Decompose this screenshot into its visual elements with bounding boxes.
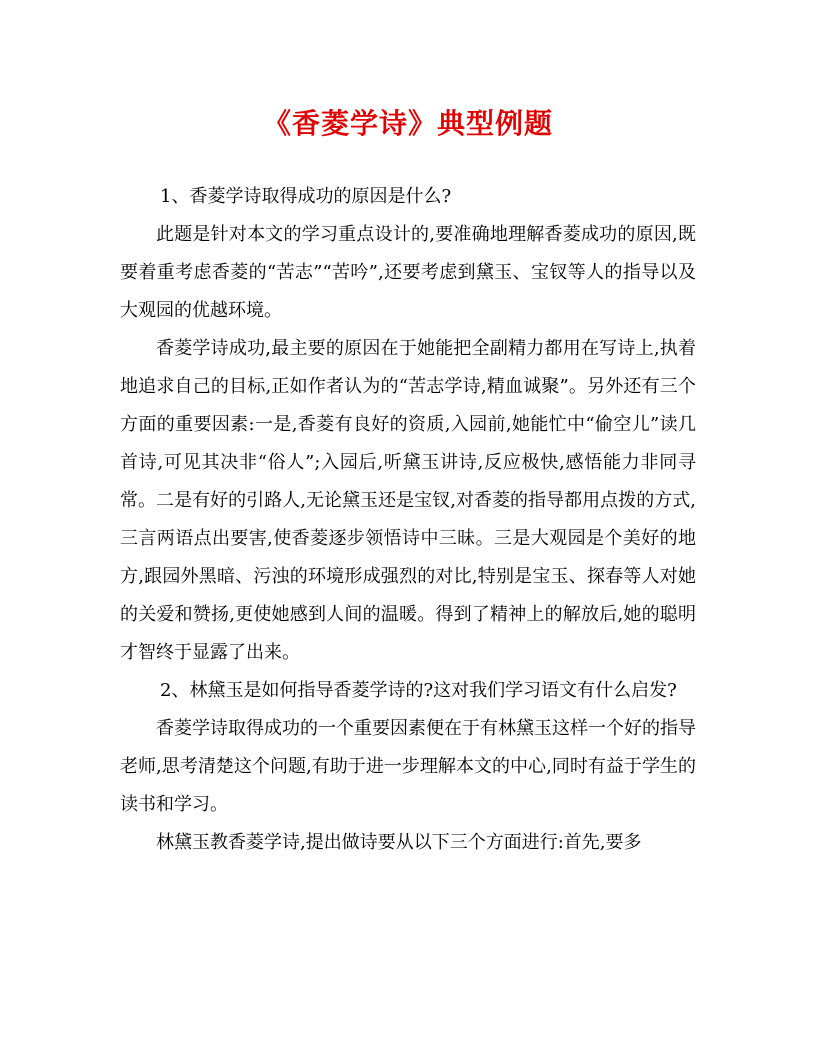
paragraph-1: 此题是针对本文的学习重点设计的,要准确地理解香菱成功的原因,既要着重考虑香菱的“苦志”“苦吟”,还要考虑到黛玉、宝钗等人的指导以及大观园的优越环境。 [120,224,696,321]
document-body [120,178,696,862]
question-2: 2、林黛玉是如何指导香菱学诗的?这对我们学习语文有什么启发? [160,680,677,701]
document-title: 《香菱学诗》典型例题 [262,107,553,140]
paragraph-4: 林黛玉教香菱学诗,提出做诗要从以下三个方面进行:首先,要多 [156,832,642,853]
question-1: 1、香菱学诗取得成功的原因是什么? [160,186,452,207]
paragraph-3: 香菱学诗取得成功的一个重要因素便在于有林黛玉这样一个好的指导老师,思考清楚这个问题,有助于进一步理解本文的中心,同时有益于学生的读书和学习。 [120,718,696,815]
paragraph-2: 香菱学诗成功,最主要的原因在于她能把全副精力都用在写诗上,执着地追求自己的目标,正如作者认为的“苦志学诗,精血诚聚”。另外还有三个方面的重要因素:一是,香菱有良好的资质,入园前,她能忙中“偷空儿”读几首诗,可见其决非“俗人”;入园后,听黛玉讲诗,反应极快,感悟能力非同寻常。二是有好的引路人,无论黛玉还是宝钗,对香菱的指导都用点拨的方式,三言两语点出要害,使香菱逐步领悟诗中三昧。三是大观园是个美好的地方,跟园外黑暗、污浊的环境形成强烈的对比,特别是宝玉、探春等人对她的关爱和赞扬,更使她感到人间的温暖。得到了精神上的解放后,她的聪明才智终于显露了出来。 [120,338,696,663]
